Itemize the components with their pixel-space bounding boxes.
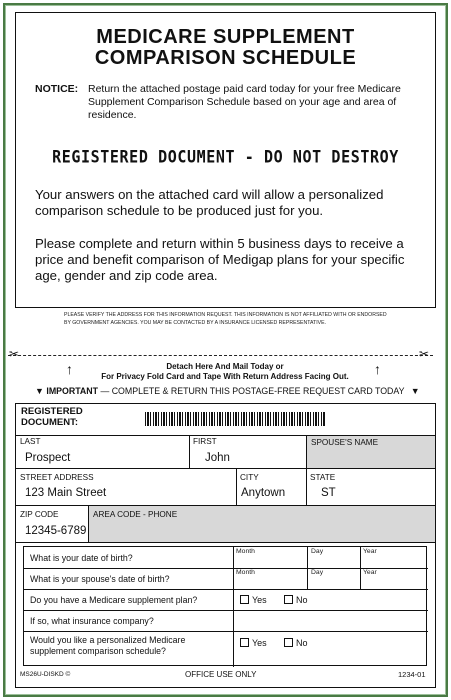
yes-label: Yes <box>252 595 267 605</box>
dob-month-input[interactable] <box>234 547 307 568</box>
has-plan-no-checkbox[interactable] <box>284 595 308 605</box>
divider <box>16 542 435 543</box>
question-dob: What is your date of birth? <box>30 553 133 563</box>
questions-table <box>23 546 427 666</box>
triangle-down-icon: ▼ <box>410 386 420 396</box>
scissors-icon: ✂ <box>9 347 20 361</box>
question-want-schedule <box>30 635 185 657</box>
want-schedule-no-checkbox[interactable] <box>284 638 308 648</box>
registered-label-1: REGISTERED <box>21 406 83 417</box>
spouse-dob-year-input[interactable] <box>361 568 428 589</box>
city-field[interactable] <box>236 468 306 505</box>
page-title-line2: COMPARISON SCHEDULE <box>94 47 357 69</box>
first-name-value: John <box>205 452 230 464</box>
spouse-name-label: SPOUSE'S NAME <box>311 438 379 447</box>
request-card <box>15 403 436 688</box>
spouse-dob-year-label: Year <box>363 569 377 576</box>
first-name-label: FIRST <box>193 437 217 446</box>
street-address-value: 123 Main Street <box>25 487 107 499</box>
instructions-paragraph: Please complete and return within 5 business days to receive a price and benefit comparison of Medigap plans for your specific age, gender and zip code area. <box>35 236 405 283</box>
no-label: No <box>296 595 308 605</box>
triangle-down-icon: ▼ <box>35 386 44 396</box>
street-address-label: STREET ADDRESS <box>20 473 94 482</box>
checkbox-icon <box>240 595 249 604</box>
phone-label: AREA CODE - PHONE <box>93 510 178 519</box>
dob-day-label: Day <box>311 548 324 555</box>
registered-banner: REGISTERED DOCUMENT - DO NOT DESTROY <box>52 146 399 168</box>
important-label: IMPORTANT <box>46 386 99 396</box>
checkbox-icon <box>240 638 249 647</box>
state-label: STATE <box>310 473 336 482</box>
want-schedule-yes-checkbox[interactable] <box>240 638 267 648</box>
question-has-plan: Do you have a Medicare supplement plan? <box>30 595 198 605</box>
spouse-dob-day-label: Day <box>311 569 324 576</box>
notice-label: NOTICE: <box>35 83 79 95</box>
no-label: No <box>296 638 308 648</box>
notice-text: Return the attached postage paid card today for your free Medicare Supplement Comparison Schedule based on your age and area of residence. <box>88 83 401 121</box>
registered-label-2: DOCUMENT: <box>21 417 78 428</box>
dob-year-label: Year <box>363 548 377 555</box>
dob-day-input[interactable] <box>308 547 360 568</box>
insurance-company-input[interactable] <box>234 610 428 631</box>
divider <box>24 589 428 590</box>
detach-line2: For Privacy Fold Card and Tape With Return Address Facing Out. <box>101 372 349 381</box>
registered-row <box>16 404 435 435</box>
spouse-dob-month-label: Month <box>236 569 255 576</box>
has-plan-yes-checkbox[interactable] <box>240 595 267 605</box>
arrow-up-icon: ↑ <box>374 361 381 377</box>
dob-year-input[interactable] <box>361 547 428 568</box>
first-name-field[interactable] <box>189 435 306 468</box>
spouse-dob-day-input[interactable] <box>308 568 360 589</box>
question-insurance-company: If so, what insurance company? <box>30 616 154 626</box>
dob-month-label: Month <box>236 548 255 555</box>
question-want-schedule-line1: Would you like a personalized Medicare <box>30 635 186 645</box>
important-banner <box>35 386 420 396</box>
registered-label <box>21 406 83 428</box>
state-value: ST <box>321 487 336 499</box>
yes-label: Yes <box>252 638 267 648</box>
spouse-name-field[interactable] <box>307 436 435 468</box>
zip-code-field[interactable] <box>16 505 88 542</box>
city-label: CITY <box>240 473 259 482</box>
form-number: 1234-01 <box>398 670 426 679</box>
zip-code-value: 12345-6789 <box>25 525 87 537</box>
checkbox-icon <box>284 638 293 647</box>
zip-code-label: ZIP CODE <box>20 510 59 519</box>
phone-field[interactable] <box>89 506 435 542</box>
notice-box <box>15 12 436 308</box>
detach-line1: Detach Here And Mail Today or <box>166 362 284 371</box>
last-name-field[interactable] <box>16 435 189 468</box>
last-name-label: LAST <box>20 437 41 446</box>
scissors-icon: ✂ <box>419 347 430 361</box>
form-code: MS26U-DISKD © <box>20 671 71 678</box>
intro-paragraph: Your answers on the attached card will allow a personalized comparison schedule to be produced just for you. <box>35 187 384 218</box>
state-field[interactable] <box>306 468 435 505</box>
important-text: — COMPLETE & RETURN THIS POSTAGE-FREE REQUEST CARD TODAY <box>98 386 405 396</box>
last-name-value: Prospect <box>25 452 71 464</box>
notice <box>35 83 425 122</box>
barcode <box>145 412 325 426</box>
office-use-label: OFFICE USE ONLY <box>185 670 257 679</box>
question-spouse-dob: What is your spouse's date of birth? <box>30 574 170 584</box>
question-want-schedule-line2: supplement comparison schedule? <box>30 646 166 656</box>
page-title-line1: MEDICARE SUPPLEMENT <box>96 26 355 48</box>
divider <box>24 631 428 632</box>
fine-print: PLEASE VERIFY THE ADDRESS FOR THIS INFORMATION REQUEST. THIS INFORMATION IS NOT AFFILIATED WITH OR ENDORSED BY GOVERNMENT AGENCIES. YOU MAY BE CONTACTED BY A INSURANCE LICENSED REPRESENTATIVE. <box>64 312 387 326</box>
checkbox-icon <box>284 595 293 604</box>
detach-instructions <box>60 362 390 382</box>
spouse-dob-month-input[interactable] <box>234 568 307 589</box>
detach-line <box>8 355 433 356</box>
city-value: Anytown <box>241 487 286 499</box>
arrow-up-icon: ↑ <box>66 361 73 377</box>
street-address-field[interactable] <box>16 468 236 505</box>
